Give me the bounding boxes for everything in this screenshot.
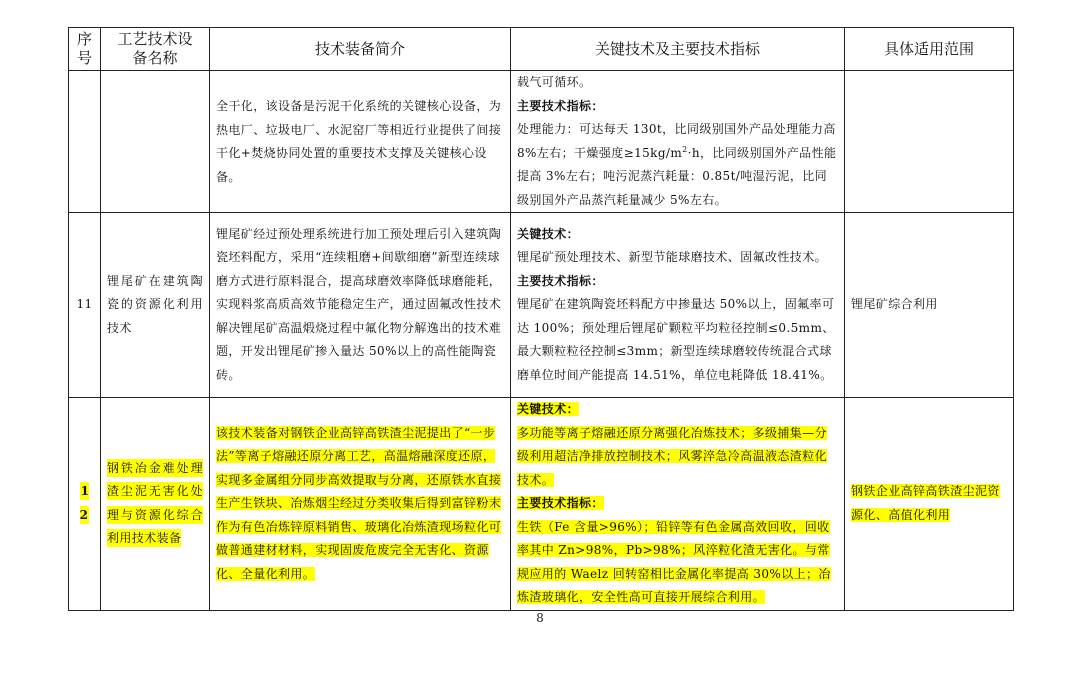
tech-body-indicators: 生铁（Fe 含量>96%）；铅锌等有色金属高效回收，回收率其中 Zn>98%，Pb>98%；风淬粒化渣无害化。与常规应用的 Waelz 回转窑相比金属化率提高 30%以上；冶炼渣玻璃化，安全性高可直接开展综合利用。 [517, 519, 831, 604]
cell-intro [210, 71, 511, 213]
row-intro [210, 398, 511, 611]
tech-heading: 主要技术指标： [517, 98, 604, 113]
row-name [101, 398, 210, 611]
tech-body-indicators: 锂尾矿在建筑陶瓷坯料配方中掺量达 50%以上，固氟率可达 100%；预处理后锂尾矿颗粒平均粒径控制≤0.5mm、最大颗粒粒径控制≤3mm；新型连续球磨较传统混合式球磨单位时间产能提高 14.51%，单位电耗降低 18.41%。 [517, 297, 835, 382]
table-row-12 [69, 398, 1014, 611]
cell-tech [511, 71, 845, 213]
table-row-11 [69, 213, 1014, 398]
row-number: 11 [69, 213, 101, 398]
row-intro-text: 该技术装备对钢铁企业高锌高铁渣尘泥提出了“一步法”等离子熔融还原分离工艺，高温熔融深度还原，实现多金属组分同步高效提取与分离，还原铁水直接生产生铁块、冶炼烟尘经过分类收集后得到富锌粉末作为有色冶炼锌原料销售、玻璃化冶炼渣现场粒化可做普通建材材料，实现固废危废完全无害化、资源化、全量化利用。 [216, 425, 502, 581]
row-tech [511, 213, 845, 398]
header-scope: 具体适用范围 [845, 28, 1014, 71]
intro-text: 全干化，该设备是污泥干化系统的关键核心设备，为热电厂、垃圾电厂、水泥窑厂等相近行业提供了间接干化+焚烧协同处置的重要技术支撑及关键核心设备。 [216, 99, 502, 184]
tech-line: 载气可循环。 [517, 75, 592, 89]
tech-heading-key: 关键技术： [517, 402, 580, 416]
row-scope-text: 钢铁企业高锌高铁渣尘泥资源化、高值化利用 [851, 484, 1000, 522]
cell-num [69, 71, 101, 213]
tech-body-key: 锂尾矿预处理技术、新型节能球磨技术、固氟改性技术。 [517, 250, 828, 265]
technology-table [68, 27, 1014, 611]
tech-heading-key: 关键技术： [517, 226, 580, 241]
cell-name [101, 71, 210, 213]
page-number: 8 [536, 611, 544, 625]
row-name: 锂尾矿在建筑陶瓷的资源化利用技术 [101, 213, 210, 398]
header-tech: 关键技术及主要技术指标 [511, 28, 845, 71]
row-name-text: 钢铁冶金难处理渣尘泥无害化处理与资源化综合利用技术装备 [107, 460, 203, 546]
tech-body-key: 多功能等离子熔融还原分离强化冶炼技术；多级捕集—分级利用超洁净排放控制技术；风雾淬急冷高温液态渣粒化技术。 [517, 425, 828, 487]
tech-body: 处理能力：可达每天 130t，比同级别国外产品处理能力高 8%左右；干燥强度$\ge 15kg/m^2\cdot h$，比同级别国外产品性能提高 3%左右；吨污泥蒸汽耗量：0.85t/吨湿污泥，比同级别国外产品蒸汽耗量减少 5%左右。 [517, 122, 837, 207]
cell-scope [845, 71, 1014, 213]
row-number: 12 [69, 398, 101, 611]
row-scope [845, 398, 1014, 611]
row-intro: 锂尾矿经过预处理系统进行加工预处理后引入建筑陶瓷坯料配方，采用“连续粗磨+间歇细磨”新型连续球磨方式进行原料混合，提高球磨效率降低球磨能耗，实现料浆高质高效节能稳定生产，通过固氟改性技术解决锂尾矿高温煅烧过程中氟化物分解逸出的技术难题，开发出锂尾矿掺入量达 50%以上的高性能陶瓷砖。 [210, 213, 511, 398]
header-seq: 序号 [69, 28, 101, 71]
row-scope: 锂尾矿综合利用 [845, 213, 1014, 398]
table-header-row [69, 28, 1014, 71]
tech-heading-indicators: 主要技术指标： [517, 496, 604, 510]
tech-heading-indicators: 主要技术指标： [517, 273, 604, 288]
table-row-continued [69, 71, 1014, 213]
header-name: 工艺技术设备名称 [101, 28, 210, 71]
header-intro: 技术装备简介 [210, 28, 511, 71]
row-tech [511, 398, 845, 611]
